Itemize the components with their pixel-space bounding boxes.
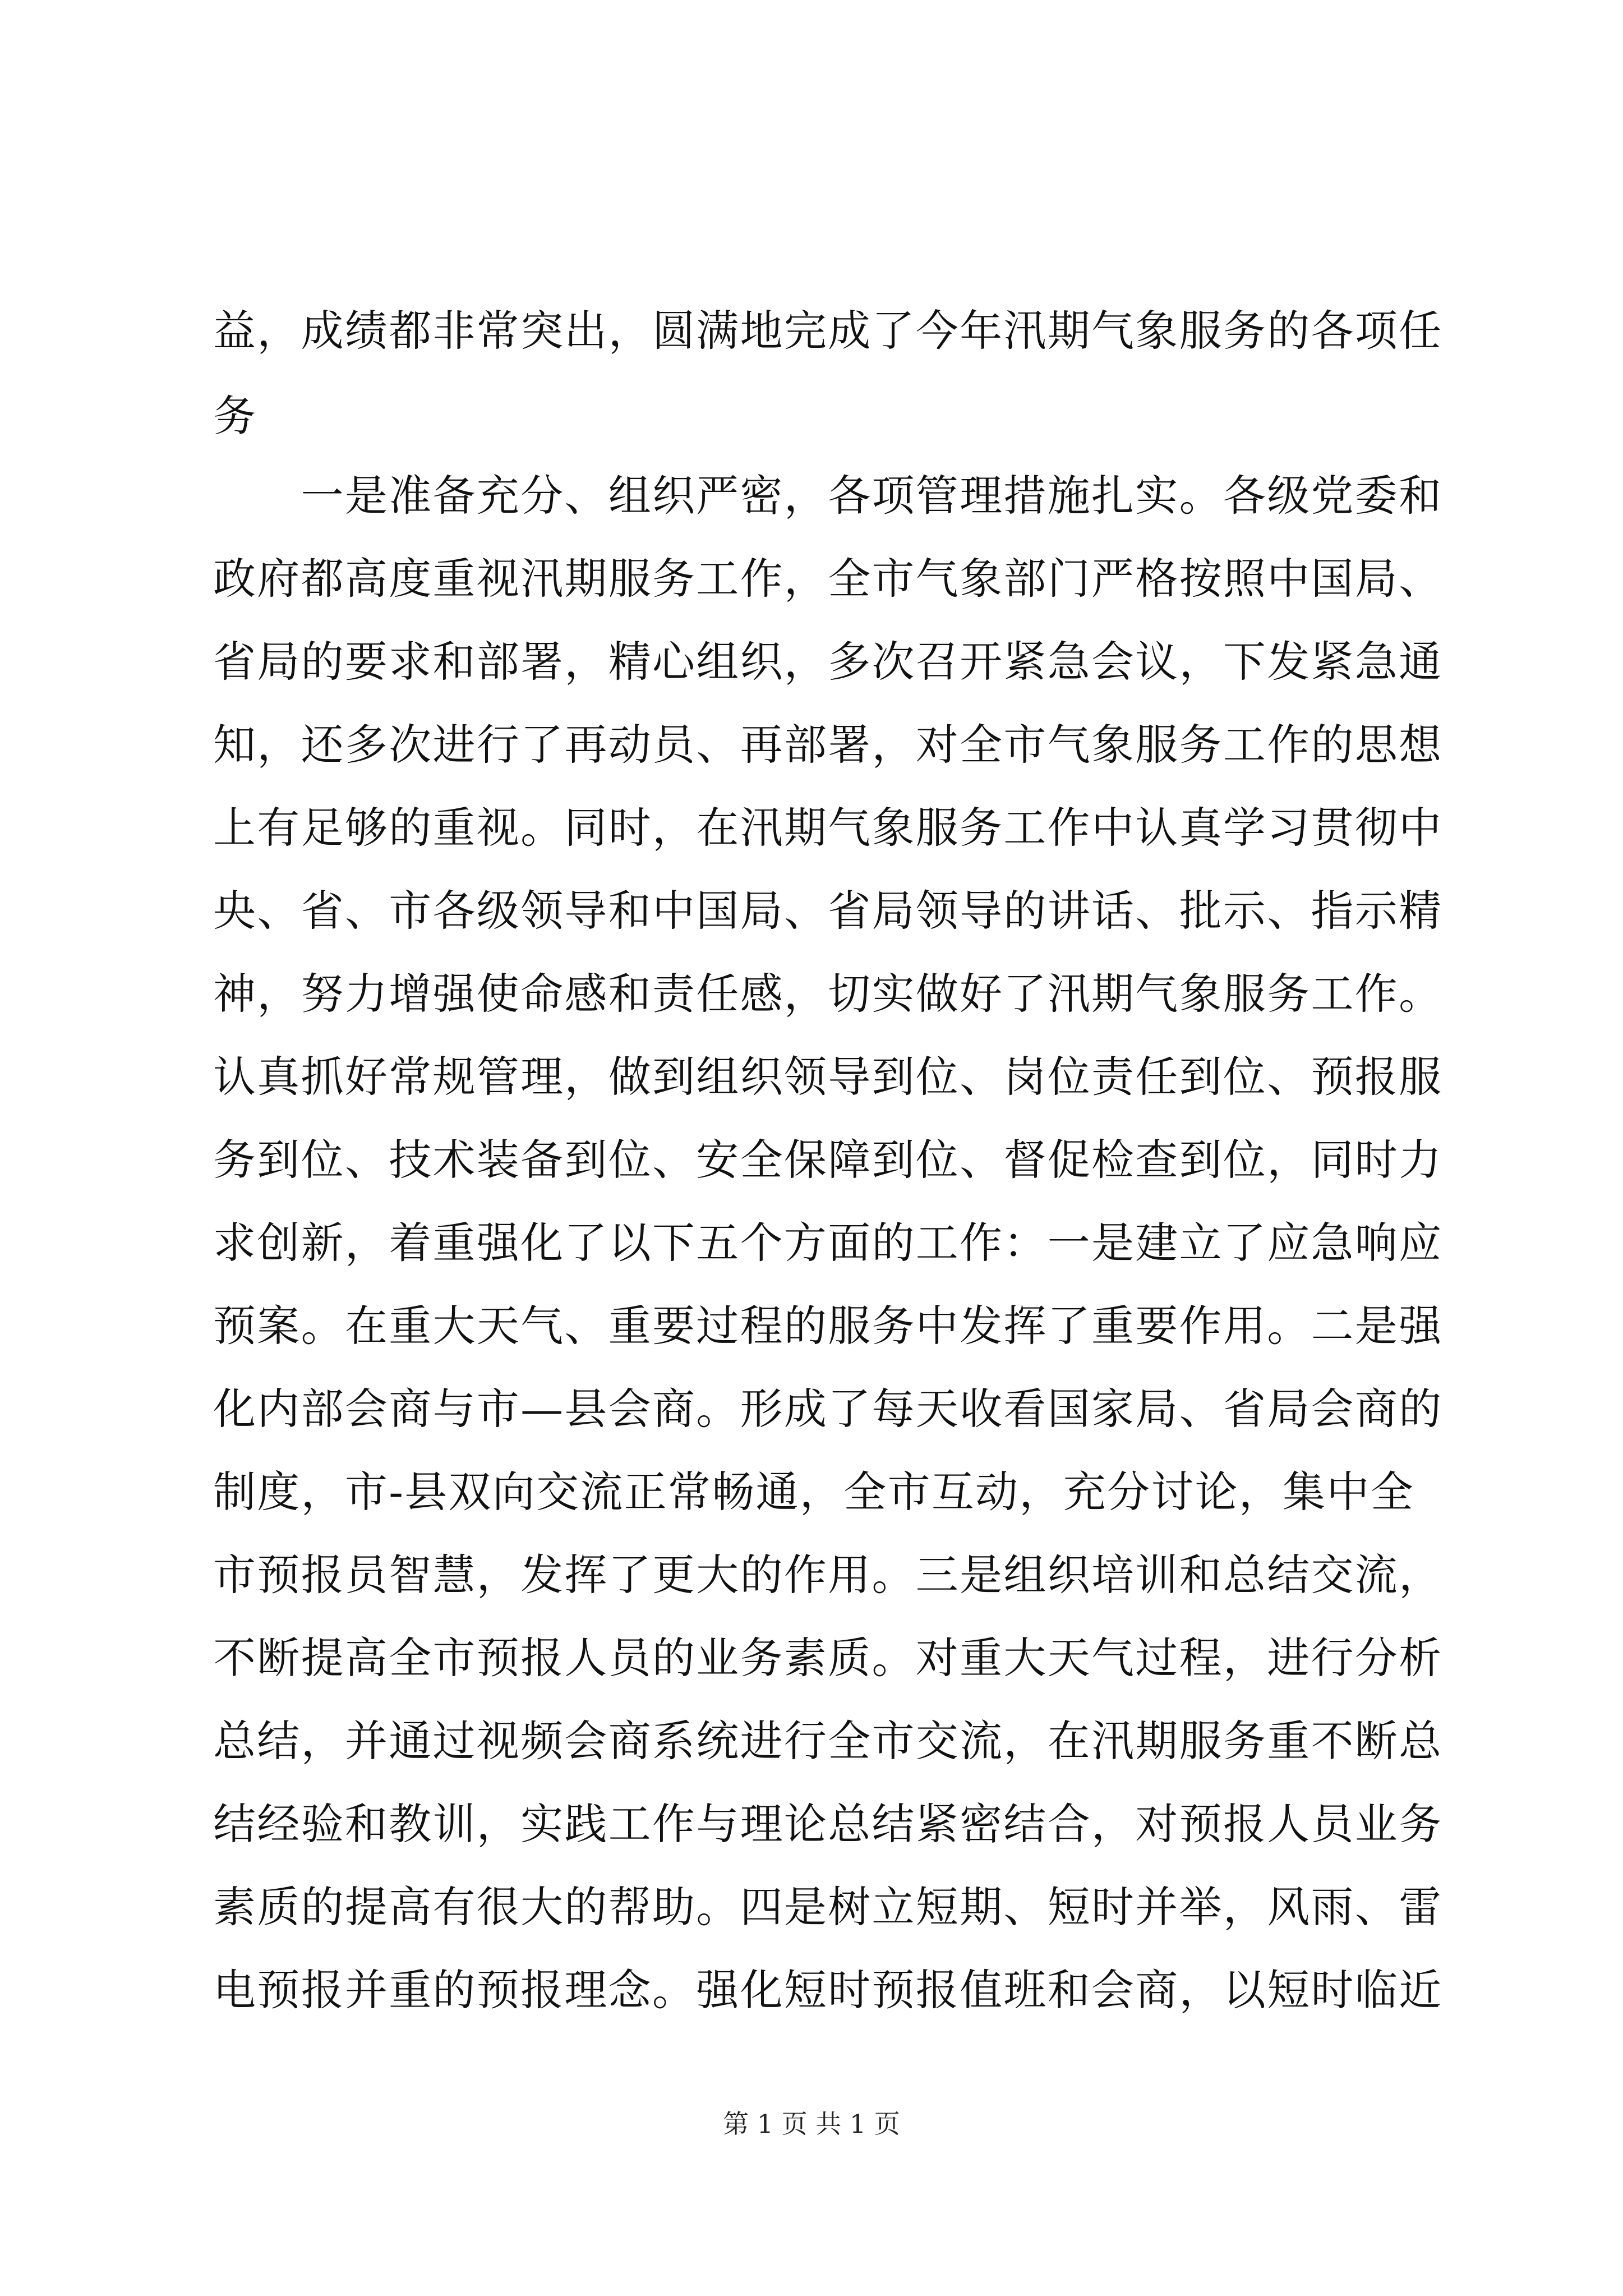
text-line: 一是准备充分、组织严密，各项管理措施扎实。各级党委和 [213, 471, 1443, 521]
text-line: 制度，市-县双向交流正常畅通，全市互动，充分讨论，集中全 [213, 1467, 1415, 1517]
text-line: 化内部会商与市—县会商。形成了每天收看国家局、省局会商的 [213, 1384, 1443, 1434]
text-line: 预案。在重大天气、重要过程的服务中发挥了重要作用。二是强 [213, 1301, 1443, 1351]
text-line: 务到位、技术装备到位、安全保障到位、督促检查到位，同时力 [213, 1135, 1443, 1185]
text-line: 政府都高度重视汛期服务工作，全市气象部门严格按照中国局、 [213, 554, 1443, 604]
text-line: 总结，并通过视频会商系统进行全市交流，在汛期服务重不断总 [213, 1716, 1443, 1766]
text-line: 神，努力增强使命感和责任感，切实做好了汛期气象服务工作。 [213, 969, 1443, 1019]
text-line: 结经验和教训，实践工作与理论总结紧密结合，对预报人员业务 [213, 1799, 1443, 1849]
text-line: 素质的提高有很大的帮助。四是树立短期、短时并举，风雨、雷 [213, 1882, 1443, 1932]
text-line: 央、省、市各级领导和中国局、省局领导的讲话、批示、指示精 [213, 886, 1443, 936]
text-line: 认真抓好常规管理，做到组织领导到位、岗位责任到位、预报服 [213, 1052, 1443, 1102]
page-footer: 第 1 页 共 1 页 [723, 2109, 900, 2139]
text-line: 求创新，着重强化了以下五个方面的工作：一是建立了应急响应 [213, 1218, 1443, 1268]
text-line: 市预报员智慧，发挥了更大的作用。三是组织培训和总结交流， [213, 1550, 1443, 1600]
text-line: 上有足够的重视。同时，在汛期气象服务工作中认真学习贯彻中 [213, 803, 1443, 853]
text-line: 电预报并重的预报理念。强化短时预报值班和会商，以短时临近 [213, 1965, 1443, 2015]
text-line: 务 [213, 391, 257, 441]
text-line: 益，成绩都非常突出，圆满地完成了今年汛期气象服务的各项任 [213, 306, 1443, 356]
text-line: 省局的要求和部署，精心组织，多次召开紧急会议，下发紧急通 [213, 637, 1443, 687]
text-line: 不断提高全市预报人员的业务素质。对重大天气过程，进行分析 [213, 1633, 1443, 1683]
text-line: 知，还多次进行了再动员、再部署，对全市气象服务工作的思想 [213, 720, 1443, 770]
